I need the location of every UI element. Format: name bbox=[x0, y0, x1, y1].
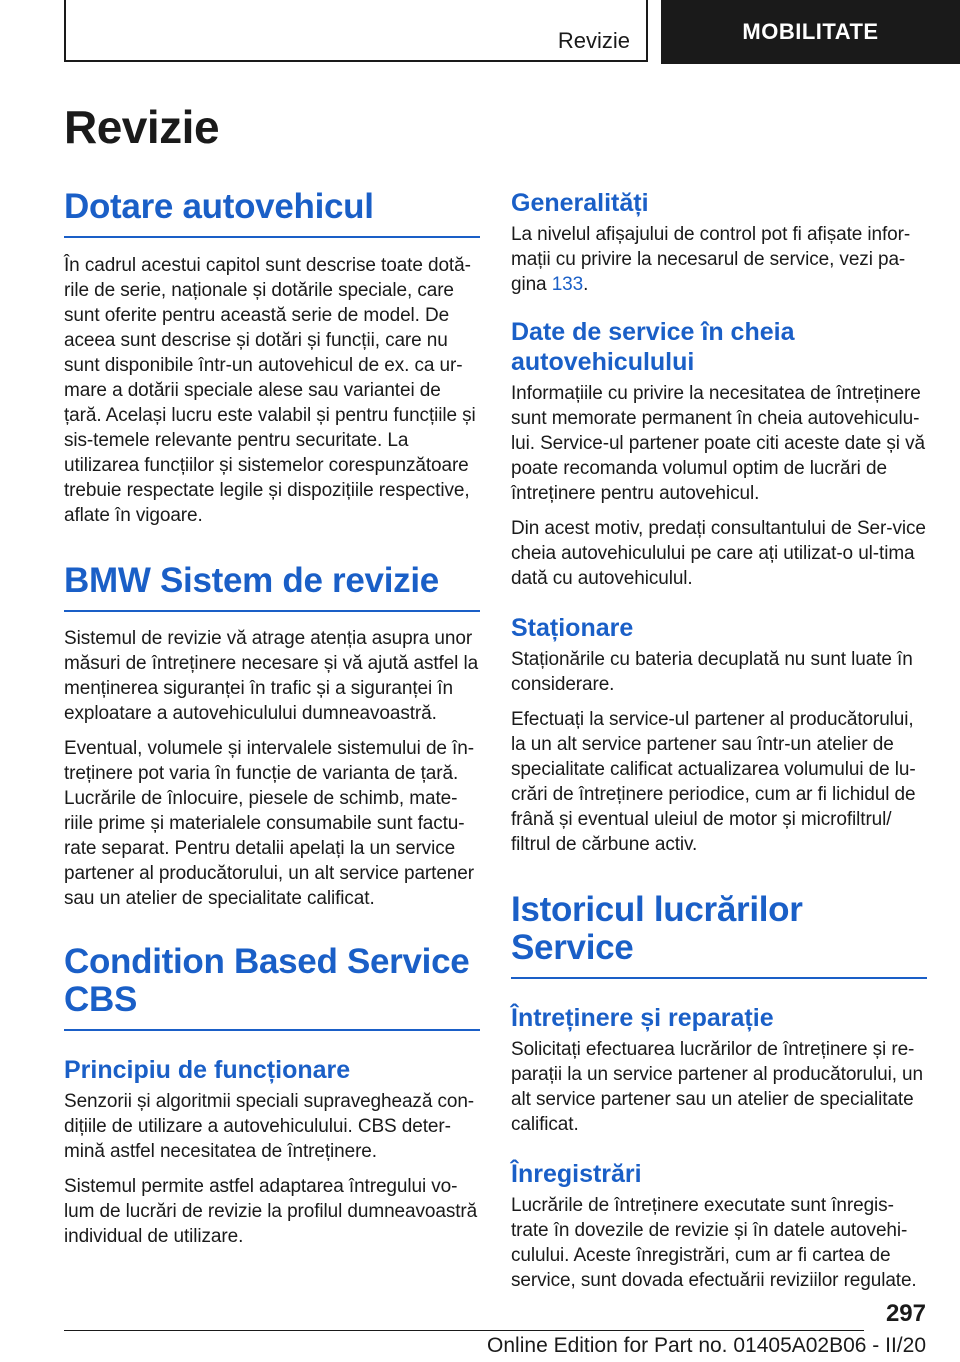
heading-condition-based-service: Condition Based Service CBS bbox=[64, 943, 480, 1031]
footer-edition-text: Online Edition for Part no. 01405A02B06 - II/20 bbox=[487, 1334, 926, 1357]
header-chapter-tab: MOBILITATE bbox=[661, 0, 960, 64]
heading-principiu-functionare: Principiu de funcționare bbox=[64, 1056, 351, 1084]
paragraph-intretinere: Solicitați efectuarea lucrărilor de întreținere și re-parații la un service partener al producătorului, un alt service partener sau un atelier de specialitate calificat. bbox=[511, 1039, 923, 1135]
page-header bbox=[0, 0, 960, 66]
paragraph-stationare-2: Efectuați la service-ul partener al producătorului, la un alt service partener sau într-un atelier de specialitate calificat actualizarea volumului de lu-crări de întreținere periodice, cum ar fi lichidul de frână și eventual uleiul de motor și microfiltrul/ filtrul de cărbune activ. bbox=[511, 709, 916, 855]
page-title: Revizie bbox=[64, 101, 220, 153]
paragraph-inregistrari: Lucrările de întreținere executate sunt înregis-trate în dovezile de revizie și în datele autovehi-culului. Aceste înregistrări, cum ar fi cartea de service, sunt dovada efectuării reviziilor regulate. bbox=[511, 1195, 917, 1291]
heading-inregistrari: Înregistrări bbox=[511, 1160, 642, 1188]
header-section-box bbox=[64, 0, 648, 62]
paragraph-dotare: În cadrul acestui capitol sunt descrise toate dotă-rile de serie, naționale și dotările speciale, care sunt oferite pentru această serie de model. De aceea sunt descrise și dotări și funcții, care nu sunt disponibile într-un autovehicul de ex. ca ur-mare a dotării speciale alese sau variantei de țară. Același lucru este valabil și pentru funcțiile și sis-temele relevante pentru securitate. La utilizarea funcțiilor și sistemelor corespunzătoare trebuie respectate legile și dispozițiile respective, aflate în vigoare. bbox=[64, 255, 476, 526]
page-number: 297 bbox=[885, 1300, 926, 1327]
right-column bbox=[511, 188, 927, 1293]
paragraph-generalitati-text: La nivelul afișajului de control pot fi afișate infor-mații cu privire la necesarul de service, vezi pa-gina bbox=[511, 224, 911, 295]
paragraph-principiu-2: Sistemul permite astfel adaptarea întregului vo-lum de lucrări de revizie la profilul dumneavoastră individual de utilizare. bbox=[64, 1176, 478, 1247]
page-link-133[interactable]: 133 bbox=[551, 274, 584, 295]
paragraph-date-1: Informațiile cu privire la necesitatea de întreținere sunt memorate permanent în cheia autovehiculu-lui. Service-ul partener poate citi aceste date și vă poate recomanda volumul optim de lucrări de întreținere pentru autovehicul. bbox=[511, 383, 925, 504]
footer-divider bbox=[64, 1330, 864, 1331]
heading-istoricul-lucrarilor: Istoricul lucrărilor Service bbox=[511, 891, 927, 979]
paragraph-generalitati bbox=[511, 222, 927, 297]
left-column bbox=[64, 188, 480, 1249]
heading-date-service-cheie: Date de service în cheia autovehiculului bbox=[511, 318, 795, 376]
paragraph-generalitati-end: . bbox=[583, 274, 589, 295]
paragraph-principiu-1: Senzorii și algoritmii speciali supraveghează con-dițiile de utilizare a autovehiculului. CBS deter-mină astfel necesitatea de întreținere. bbox=[64, 1091, 475, 1162]
heading-generalitati: Generalități bbox=[511, 189, 649, 217]
heading-stationare: Staționare bbox=[511, 614, 634, 642]
paragraph-date-2: Din acest motiv, predați consultantului de Ser-vice cheia autovehiculului pe care ați utilizat-o ul-tima dată cu autovehiculul. bbox=[511, 518, 926, 589]
heading-bmw-sistem-revizie: BMW Sistem de revizie bbox=[64, 562, 480, 612]
paragraph-stationare-1: Staționările cu bateria decuplată nu sunt luate în considerare. bbox=[511, 649, 913, 695]
header-section-title: Revizie bbox=[557, 28, 630, 53]
paragraph-bmw-2: Eventual, volumele și intervalele sistemului de în-treținere pot varia în funcție de varianta de țară. Lucrările de înlocuire, piesele de schimb, mate-riile prime și materialele consumabile sunt factu-rate separat. Pentru detalii apelați la un service partener al producătorului, un alt service partener sau un atelier de specialitate calificat. bbox=[64, 738, 474, 909]
heading-dotare-autovehicul: Dotare autovehicul bbox=[64, 188, 480, 238]
paragraph-bmw-1: Sistemul de revizie vă atrage atenția asupra unor măsuri de întreținere necesare și vă ajută astfel la menținerea siguranței în trafic și a siguranței în exploatare a autovehiculului dumneavoastră. bbox=[64, 628, 479, 724]
heading-intretinere-reparatie: Întreținere și reparație bbox=[511, 1004, 774, 1032]
